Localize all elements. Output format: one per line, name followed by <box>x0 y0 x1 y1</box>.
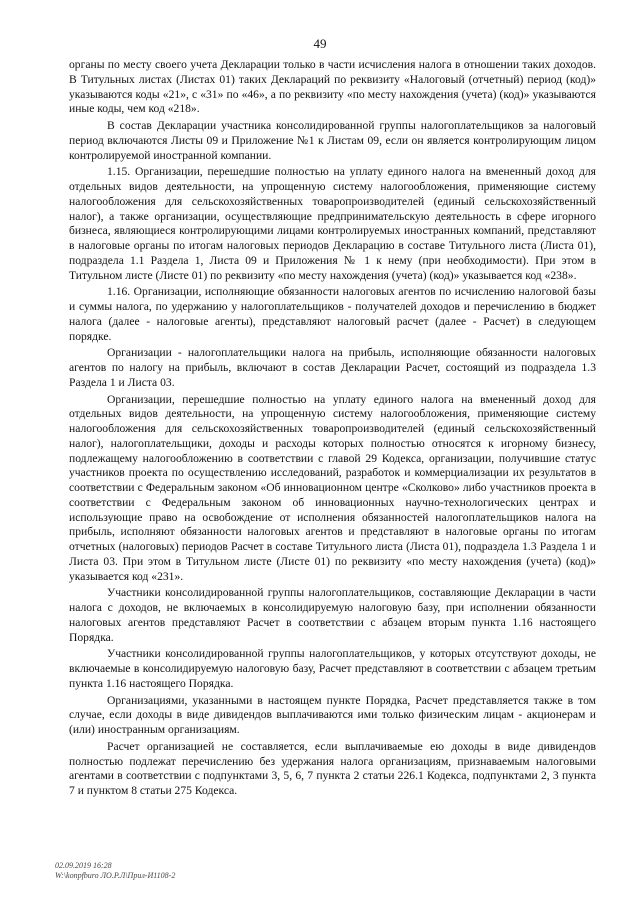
footer-date: 02.09.2019 16:28 <box>55 861 112 870</box>
paragraph: Участники консолидированной группы налогоплательщиков, составляющие Декларации в части налога с доходов, не включаемых в консолидируемую налоговую базу, при исполнении обязанности налоговых агентов представляют Расчет в соответствии с абзацем вторым пункта 1.16 настоящего Порядка. <box>69 586 596 644</box>
paragraph: Организации - налогоплательщики налога на прибыль, исполняющие обязанности налоговых агентов по налогу на прибыль, включают в состав Декларации Расчет, состоящий из подраздела 1.3 Раздела 1 и Листа 03. <box>69 346 596 389</box>
footer-file-path: W:\konpfburo ЛО.Р.Л\Прил-И1108-2 <box>55 871 176 880</box>
paragraph: Расчет организацией не составляется, если выплачиваемые ею доходы в виде дивидендов полностью подлежат перечислению без удержания налога организациям, признаваемым налоговыми агентами в соответствии с подпунктами 3, 5, 6, 7 пункта 2 статьи 226.1 Кодекса, подпунктами 2, 3 пункта 7 и пунктом 8 статьи 275 Кодекса. <box>69 739 596 797</box>
paragraph: 1.16. Организации, исполняющие обязанности налоговых агентов по исчислению налоговой базы и суммы налога, по удержанию у налогоплательщиков - получателей доходов и перечислению в бюджет налога (далее - налоговые агенты), представляют налоговый расчет (далее - Расчет) в следующем порядке. <box>69 285 596 343</box>
document-footer <box>55 861 175 881</box>
paragraph: 1.15. Организации, перешедшие полностью на уплату единого налога на вмененный доход для отдельных видов деятельности, на упрощенную систему налогообложения, применяющие систему налогообложения для сельскохозяйственных товаропроизводителей (единый сельскохозяйственный налог), а также организации, осуществляющие предпринимательскую деятельность в сфере игорного бизнеса, являющиеся контролирующими лицами контролируемых иностранных компаний, представляют в налоговые органы по итогам налоговых периодов Декларацию в составе Титульного листа (Листа 01), подраздела 1.1 Раздела 1, Листа 09 и Приложения № 1 к нему (при необходимости). При этом в Титульном листе (Листе 01) по реквизиту «по месту нахождения (учета) (код)» указывается код «238». <box>69 165 596 282</box>
paragraph: Организациями, указанными в настоящем пункте Порядка, Расчет представляется также в том случае, если доходы в виде дивидендов выплачиваются ими только физическим лицам - акционерам и (или) иностранным организациям. <box>69 693 596 736</box>
paragraph: органы по месту своего учета Декларации только в части исчисления налога в отношении таких доходов. В Титульных листах (Листах 01) таких Деклараций по реквизиту «Налоговый (отчетный) период (код)» указываются коды «21», с «31» по «46», а по реквизиту «по месту нахождения (учета) (код)» указываются иные коды, чем код «218». <box>69 58 596 116</box>
page-number: 49 <box>313 36 327 51</box>
paragraph: В состав Декларации участника консолидированной группы налогоплательщиков за налоговый период включаются Листы 09 и Приложение №1 к Листам 09, если он является контролирующим лицом контролируемой иностранной компании. <box>69 119 596 162</box>
paragraph: Участники консолидированной группы налогоплательщиков, у которых отсутствуют доходы, не включаемые в консолидируемую налоговую базу, Расчет представляют в соответствии с абзацем третьим пункта 1.16 настоящего Порядка. <box>69 647 596 690</box>
paragraph: Организации, перешедшие полностью на уплату единого налога на вмененный доход для отдельных видов деятельности, на упрощенную систему налогообложения, применяющие систему налогообложения для сельскохозяйственных товаропроизводителей (единый сельскохозяйственный налог), налогоплательщики, доходы и расходы которых полностью относятся к игорному бизнесу, подлежащему налогообложению в соответствии с главой 29 Кодекса, организации, получившие статус участников проекта по осуществлению исследований, разработок и коммерциализации их результатов в соответствии с Федеральным законом «Об инновационном центре «Сколково» либо участников проекта в соответствии с Федеральным законом об инновационных научно-технологических центрах и использующие право на освобождение от исполнения обязанностей налогоплательщиков налога на прибыль, исполняют обязанности налоговых агентов и представляют в налоговые органы по итогам отчетных (налоговых) периодов Расчет в составе Титульного листа (Листа 01), подраздела 1.3 Раздела 1 и Листа 03. При этом в Титульном листе (Листе 01) по реквизиту «по месту нахождения (учета) (код)» указывается код «231». <box>69 392 596 583</box>
document-body <box>69 58 596 801</box>
